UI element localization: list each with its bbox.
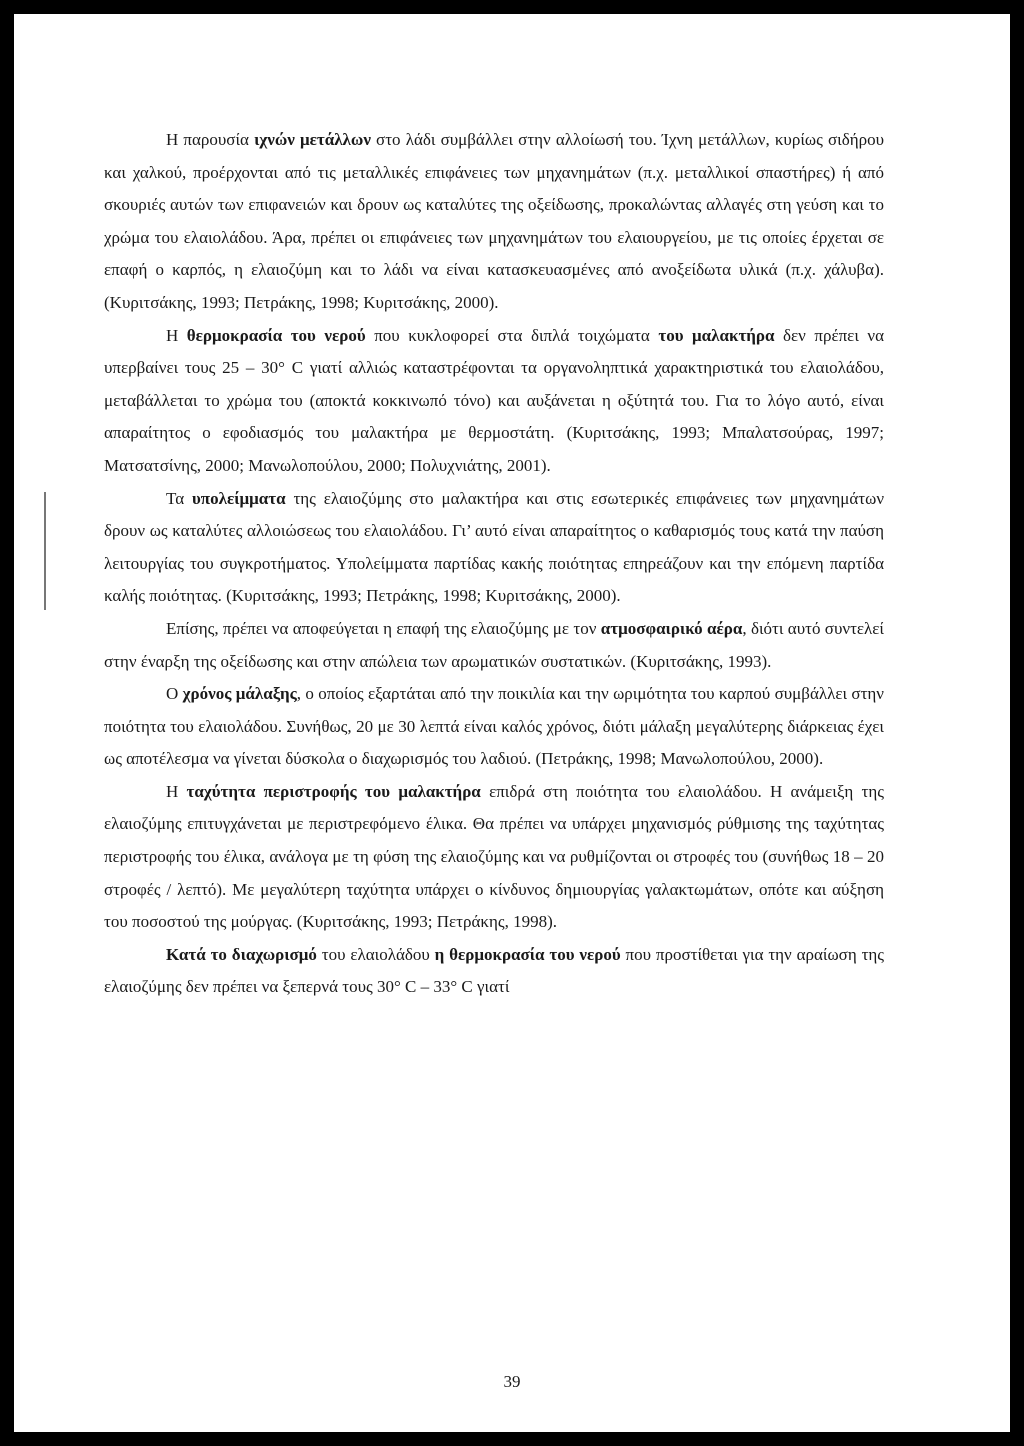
text-run: της ελαιοζύμης στο μαλακτήρα και στις εσωτερικές επιφάνειες των μηχανημάτων δρουν ως καταλύτες αλλοιώσεως του ελαιολάδου. Γι’ αυτό είναι απαραίτητος ο καθαρισμός τους κατά την παύση λειτουργίας του συγκροτήματος. Υπολείμματα παρτίδας κακής ποιότητας επηρεάζουν και την επόμενη παρτίδα καλής ποιότητας. (Κυριτσάκης, 1993; Πετράκης, 1998; Κυριτσάκης, 2000). <box>104 488 885 606</box>
text-run: Τα <box>166 488 192 508</box>
scan-edge-mark <box>44 492 46 610</box>
text-run: δεν πρέπει να υπερβαίνει τους 25 – 30° C γιατί αλλιώς καταστρέφονται τα οργανοληπτικά χαρακτηριστικά του ελαιολάδου, μεταβάλλεται το χρώμα του (αποκτά κοκκινωπό τόνο) και αυξάνεται η οξύτητά του. Για το λόγο αυτό, είναι απαραίτητος ο εφοδιασμός του μαλακτήρα με θερμοστάτη. (Κυριτσάκης, 1993; Μπαλατσούρας, 1997; Ματσατσίνης, 2000; Μανωλοπούλου, 2000; Πολυχνιάτης, 2001). <box>104 325 885 475</box>
bold-term: ιχνών μετάλλων <box>254 130 371 149</box>
body-text <box>104 124 884 1004</box>
paragraph-water-temperature <box>104 320 884 483</box>
text-run: που κυκλοφορεί στα διπλά τοιχώματα <box>365 325 659 345</box>
text-run: , διότι αυτό συντελεί στην έναρξη της οξείδωσης και στην απώλεια των αρωματικών συστατικών. (Κυριτσάκης, 1993). <box>104 618 884 671</box>
text-run: Η <box>166 325 187 345</box>
document-page <box>14 14 1010 1432</box>
text-run: Η παρουσία <box>166 130 255 149</box>
text-run: , ο οποίος εξαρτάται από την ποικιλία και την ωριμότητα του καρπού συμβάλλει στην ποιότητα του ελαιολάδου. Συνήθως, 20 με 30 λεπτά είναι καλός χρόνος, διότι μάλαξη μεγαλύτερης διάρκειας έχει ως αποτέλεσμα να γίνεται δύσκολα ο διαχωρισμός του λαδιού. (Πετράκης, 1998; Μανωλοπούλου, 2000). <box>104 684 884 769</box>
bold-term: η θερμοκρασία του νερού <box>434 944 621 964</box>
paragraph-malaxation-time <box>104 678 884 776</box>
bold-term: του μαλακτήρα <box>658 325 775 345</box>
page-number: 39 <box>503 1372 521 1391</box>
text-run: του ελαιολάδου <box>316 944 435 964</box>
text-run: που προστίθεται για την αραίωση της ελαιοζύμης δεν πρέπει να ξεπερνά τους 30° C – 33° C γιατί <box>104 944 885 997</box>
paragraph-separation <box>104 939 884 1004</box>
bold-term: χρόνος μάλαξης <box>182 684 297 704</box>
bold-term: ατμοσφαιρικό αέρα <box>600 618 743 638</box>
paragraph-trace-metals <box>104 124 884 320</box>
text-run: Η <box>166 781 187 801</box>
text-run: στο λάδι συμβάλλει στην αλλοίωσή του. Ίχνη μετάλλων, κυρίως σιδήρου και χαλκού, προέρχονται από τις μεταλλικές επιφάνειες των μηχανημάτων (π.χ. μεταλλικοί σπαστήρες) ή από σκουριές αυτών των επιφανειών και δρουν ως καταλύτες της οξείδωσης, προκαλώντας αλλαγές στη γεύση και το χρώμα του ελαιολάδου. Άρα, πρέπει οι επιφάνειες των μηχανημάτων του ελαιουργείου, με τις οποίες έρχεται σε επαφή ο καρπός, η ελαιοζύμη και το λάδι να είναι κατασκευασμένες από ανοξείδωτα υλικά (π.χ. χάλυβα). (Κυριτσάκης, 1993; Πετράκης, 1998; Κυριτσάκης, 2000). <box>104 130 884 312</box>
bold-term: ταχύτητα περιστροφής του μαλακτήρα <box>186 781 481 801</box>
paragraph-residues <box>104 483 884 613</box>
bold-term: θερμοκρασία του νερού <box>186 325 366 345</box>
paragraph-atmospheric-air <box>104 613 884 678</box>
text-run: Επίσης, πρέπει να αποφεύγεται η επαφή της ελαιοζύμης με τον <box>166 618 601 638</box>
bold-term: Κατά το διαχωρισμό <box>166 944 317 964</box>
text-run: Ο <box>166 684 183 704</box>
bold-term: υπολείμματα <box>191 488 286 508</box>
paragraph-rotation-speed <box>104 776 884 939</box>
text-run: επιδρά στη ποιότητα του ελαιολάδου. Η ανάμειξη της ελαιοζύμης επιτυγχάνεται με περιστρεφόμενο έλικα. Θα πρέπει να υπάρχει μηχανισμός ρύθμισης της ταχύτητας περιστροφής του έλικα, ανάλογα με τη φύση της ελαιοζύμης και να ρυθμίζονται οι στροφές του (συνήθως 18 – 20 στροφές / λεπτό). Με μεγαλύτερη ταχύτητα υπάρχει ο κίνδυνος δημιουργίας γαλακτωμάτων, οπότε και αύξηση του ποσοστού της μούργας. (Κυριτσάκης, 1993; Πετράκης, 1998). <box>104 781 884 932</box>
